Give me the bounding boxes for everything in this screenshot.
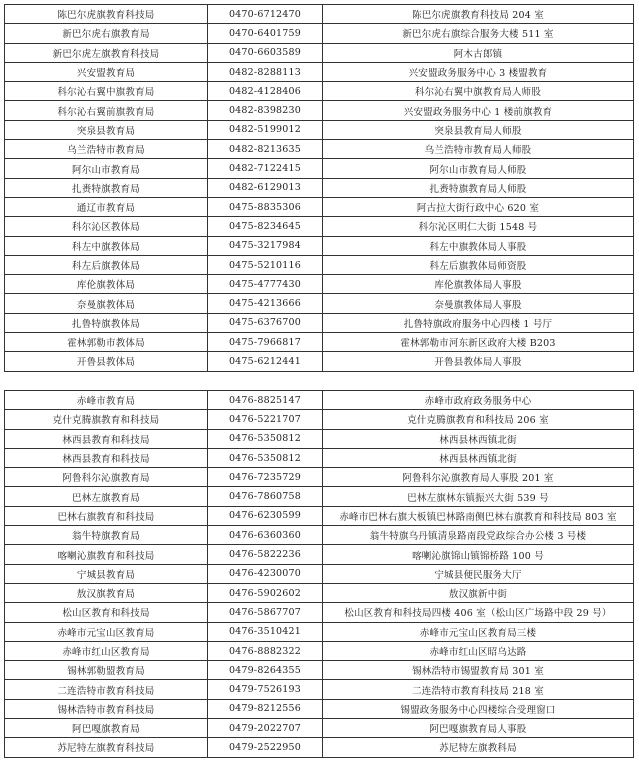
cell-agency: 奈曼旗教体局 — [5, 294, 208, 313]
table-row — [5, 622, 634, 641]
table-row — [5, 236, 634, 255]
table-row — [5, 24, 634, 43]
cell-agency: 新巴尔虎右旗教育局 — [5, 24, 208, 43]
cell-phone: 0476-5350812 — [208, 429, 323, 448]
cell-address: 锡盟政务服务中心四楼综合受理窗口 — [323, 699, 634, 718]
cell-phone: 0479-8264355 — [208, 661, 323, 680]
cell-phone: 0476-5822236 — [208, 545, 323, 564]
cell-address: 翁牛特旗乌丹镇清泉路南段党政综合办公楼 3 号楼 — [323, 526, 634, 545]
cell-address: 阿木古郎镇 — [323, 43, 634, 62]
cell-phone: 0476-5350812 — [208, 448, 323, 467]
cell-agency: 突泉县教育局 — [5, 120, 208, 139]
cell-agency: 科左后旗教体局 — [5, 255, 208, 274]
cell-phone: 0470-6401759 — [208, 24, 323, 43]
cell-agency: 巴林左旗教育局 — [5, 487, 208, 506]
table-row — [5, 159, 634, 178]
cell-address: 开鲁县教体局人事股 — [323, 352, 634, 371]
cell-phone: 0475-7966817 — [208, 333, 323, 352]
contact-table-1 — [4, 4, 634, 372]
cell-address: 兴安盟政务服务中心 3 楼盟教育 — [323, 62, 634, 81]
table-row — [5, 429, 634, 448]
cell-address: 苏尼特左旗教科局 — [323, 738, 634, 757]
table-row — [5, 719, 634, 738]
cell-agency: 宁城县教育局 — [5, 564, 208, 583]
cell-address: 赤峰市政府政务服务中心 — [323, 391, 634, 410]
cell-address: 扎鲁特旗政府服务中心四楼 1 号厅 — [323, 313, 634, 332]
cell-agency: 新巴尔虎左旗教育科技局 — [5, 43, 208, 62]
cell-phone: 0476-7860758 — [208, 487, 323, 506]
cell-phone: 0476-3510421 — [208, 622, 323, 641]
table-row — [5, 197, 634, 216]
table-row — [5, 313, 634, 332]
table-row — [5, 255, 634, 274]
cell-address: 赤峰市红山区昭乌达路 — [323, 641, 634, 660]
table-row — [5, 333, 634, 352]
cell-agency: 赤峰市教育局 — [5, 391, 208, 410]
table-row — [5, 738, 634, 757]
cell-agency: 阿尔山市教育局 — [5, 159, 208, 178]
cell-agency: 扎鲁特旗教体局 — [5, 313, 208, 332]
cell-agency: 通辽市教育局 — [5, 197, 208, 216]
table-row — [5, 43, 634, 62]
table-row — [5, 294, 634, 313]
cell-address: 林西县林西镇北街 — [323, 429, 634, 448]
cell-phone: 0475-8234645 — [208, 217, 323, 236]
cell-agency: 喀喇沁旗教育和科技局 — [5, 545, 208, 564]
table-row — [5, 275, 634, 294]
table-row — [5, 120, 634, 139]
table-row — [5, 352, 634, 371]
cell-phone: 0475-4213666 — [208, 294, 323, 313]
cell-address: 赤峰市元宝山区教育局三楼 — [323, 622, 634, 641]
cell-phone: 0475-5210116 — [208, 255, 323, 274]
cell-agency: 敖汉旗教育局 — [5, 583, 208, 602]
table-row — [5, 468, 634, 487]
table-body — [5, 391, 634, 758]
cell-agency: 陈巴尔虎旗教育科技局 — [5, 5, 208, 24]
cell-phone: 0475-6376700 — [208, 313, 323, 332]
cell-address: 二连浩特市教育科技局 218 室 — [323, 680, 634, 699]
table-row — [5, 661, 634, 680]
cell-agency: 林西县教育和科技局 — [5, 448, 208, 467]
cell-phone: 0476-8825147 — [208, 391, 323, 410]
cell-address: 阿古拉大街行政中心 620 室 — [323, 197, 634, 216]
cell-address: 科尔沁右翼中旗教育局人师股 — [323, 82, 634, 101]
table-row — [5, 391, 634, 410]
table-row — [5, 5, 634, 24]
table-row — [5, 583, 634, 602]
table-row — [5, 410, 634, 429]
table-row — [5, 641, 634, 660]
table-row — [5, 603, 634, 622]
cell-phone: 0482-4128406 — [208, 82, 323, 101]
cell-phone: 0476-6360360 — [208, 526, 323, 545]
cell-address: 巴林左旗林东镇振兴大街 539 号 — [323, 487, 634, 506]
cell-phone: 0475-4777430 — [208, 275, 323, 294]
cell-phone: 0482-7122415 — [208, 159, 323, 178]
table-row — [5, 62, 634, 81]
table-row — [5, 564, 634, 583]
cell-address: 奈曼旗教体局人事股 — [323, 294, 634, 313]
cell-agency: 苏尼特左旗教育科技局 — [5, 738, 208, 757]
cell-address: 突泉县教育局人师股 — [323, 120, 634, 139]
cell-phone: 0476-5902602 — [208, 583, 323, 602]
cell-phone: 0482-8213635 — [208, 140, 323, 159]
contact-table-2 — [4, 390, 634, 758]
table-row — [5, 487, 634, 506]
cell-phone: 0475-3217984 — [208, 236, 323, 255]
cell-agency: 库伦旗教体局 — [5, 275, 208, 294]
cell-agency: 兴安盟教育局 — [5, 62, 208, 81]
cell-address: 松山区教育和科技局四楼 406 室（松山区广场路中段 29 号） — [323, 603, 634, 622]
cell-agency: 二连浩特市教育科技局 — [5, 680, 208, 699]
cell-address: 新巴尔虎右旗综合服务大楼 511 室 — [323, 24, 634, 43]
cell-agency: 翁牛特旗教育局 — [5, 526, 208, 545]
cell-phone: 0479-2022707 — [208, 719, 323, 738]
cell-address: 赤峰市巴林右旗大板镇巴林路南侧巴林右旗教育和科技局 803 室 — [323, 506, 634, 525]
cell-agency: 赤峰市元宝山区教育局 — [5, 622, 208, 641]
cell-agency: 科尔沁区教体局 — [5, 217, 208, 236]
cell-address: 库伦旗教体局人事股 — [323, 275, 634, 294]
cell-phone: 0470-6603589 — [208, 43, 323, 62]
cell-address: 克什克腾旗教育和科技局 206 室 — [323, 410, 634, 429]
table-row — [5, 178, 634, 197]
table-row — [5, 526, 634, 545]
cell-agency: 林西县教育和科技局 — [5, 429, 208, 448]
cell-phone: 0476-5867707 — [208, 603, 323, 622]
cell-address: 阿鲁科尔沁旗教育局人事股 201 室 — [323, 468, 634, 487]
cell-phone: 0482-5199012 — [208, 120, 323, 139]
cell-agency: 科尔沁右翼前旗教育局 — [5, 101, 208, 120]
cell-phone: 0482-8288113 — [208, 62, 323, 81]
cell-address: 陈巴尔虎旗教育科技局 204 室 — [323, 5, 634, 24]
table-row — [5, 448, 634, 467]
cell-agency: 阿鲁科尔沁旗教育局 — [5, 468, 208, 487]
cell-address: 喀喇沁旗锦山镇锦桥路 100 号 — [323, 545, 634, 564]
cell-agency: 锡林浩特市教育科技局 — [5, 699, 208, 718]
table-row — [5, 82, 634, 101]
cell-address: 霍林郭勒市河东新区政府大楼 B203 — [323, 333, 634, 352]
cell-phone: 0482-6129013 — [208, 178, 323, 197]
cell-agency: 科尔沁右翼中旗教育局 — [5, 82, 208, 101]
table-row — [5, 506, 634, 525]
cell-agency: 霍林郭勒市教体局 — [5, 333, 208, 352]
table-row — [5, 680, 634, 699]
cell-phone: 0475-8835306 — [208, 197, 323, 216]
cell-phone: 0479-2522950 — [208, 738, 323, 757]
cell-agency: 开鲁县教体局 — [5, 352, 208, 371]
cell-phone: 0475-6212441 — [208, 352, 323, 371]
table-row — [5, 101, 634, 120]
table-row — [5, 699, 634, 718]
cell-phone: 0479-8212556 — [208, 699, 323, 718]
cell-address: 阿巴嘎旗教育局人事股 — [323, 719, 634, 738]
cell-agency: 乌兰浩特市教育局 — [5, 140, 208, 159]
page-gap — [0, 380, 639, 388]
table-body — [5, 5, 634, 372]
table-row — [5, 217, 634, 236]
table-row — [5, 140, 634, 159]
cell-agency: 巴林右旗教育和科技局 — [5, 506, 208, 525]
cell-phone: 0476-4230070 — [208, 564, 323, 583]
cell-address: 阿尔山市教育局人师股 — [323, 159, 634, 178]
cell-address: 林西县林西镇北街 — [323, 448, 634, 467]
cell-address: 兴安盟政务服务中心 1 楼前旗教育 — [323, 101, 634, 120]
cell-agency: 锡林郭勒盟教育局 — [5, 661, 208, 680]
cell-phone: 0482-8398230 — [208, 101, 323, 120]
cell-address: 扎赉特旗教育局人师股 — [323, 178, 634, 197]
cell-phone: 0476-7235729 — [208, 468, 323, 487]
cell-agency: 克什克腾旗教育和科技局 — [5, 410, 208, 429]
cell-phone: 0479-7526193 — [208, 680, 323, 699]
cell-phone: 0470-6712470 — [208, 5, 323, 24]
table-row — [5, 545, 634, 564]
cell-phone: 0476-8882322 — [208, 641, 323, 660]
cell-address: 乌兰浩特市教育局人师股 — [323, 140, 634, 159]
cell-address: 锡林浩特市锡盟教育局 301 室 — [323, 661, 634, 680]
cell-address: 科左后旗教体局师资股 — [323, 255, 634, 274]
cell-agency: 松山区教育和科技局 — [5, 603, 208, 622]
cell-address: 科左中旗教体局人事股 — [323, 236, 634, 255]
cell-phone: 0476-5221707 — [208, 410, 323, 429]
cell-agency: 扎赉特旗教育局 — [5, 178, 208, 197]
cell-agency: 科左中旗教体局 — [5, 236, 208, 255]
cell-agency: 赤峰市红山区教育局 — [5, 641, 208, 660]
cell-address: 科尔沁区明仁大街 1548 号 — [323, 217, 634, 236]
cell-address: 敖汉旗新中街 — [323, 583, 634, 602]
cell-phone: 0476-6230599 — [208, 506, 323, 525]
cell-address: 宁城县便民服务大厅 — [323, 564, 634, 583]
cell-agency: 阿巴嘎旗教育局 — [5, 719, 208, 738]
